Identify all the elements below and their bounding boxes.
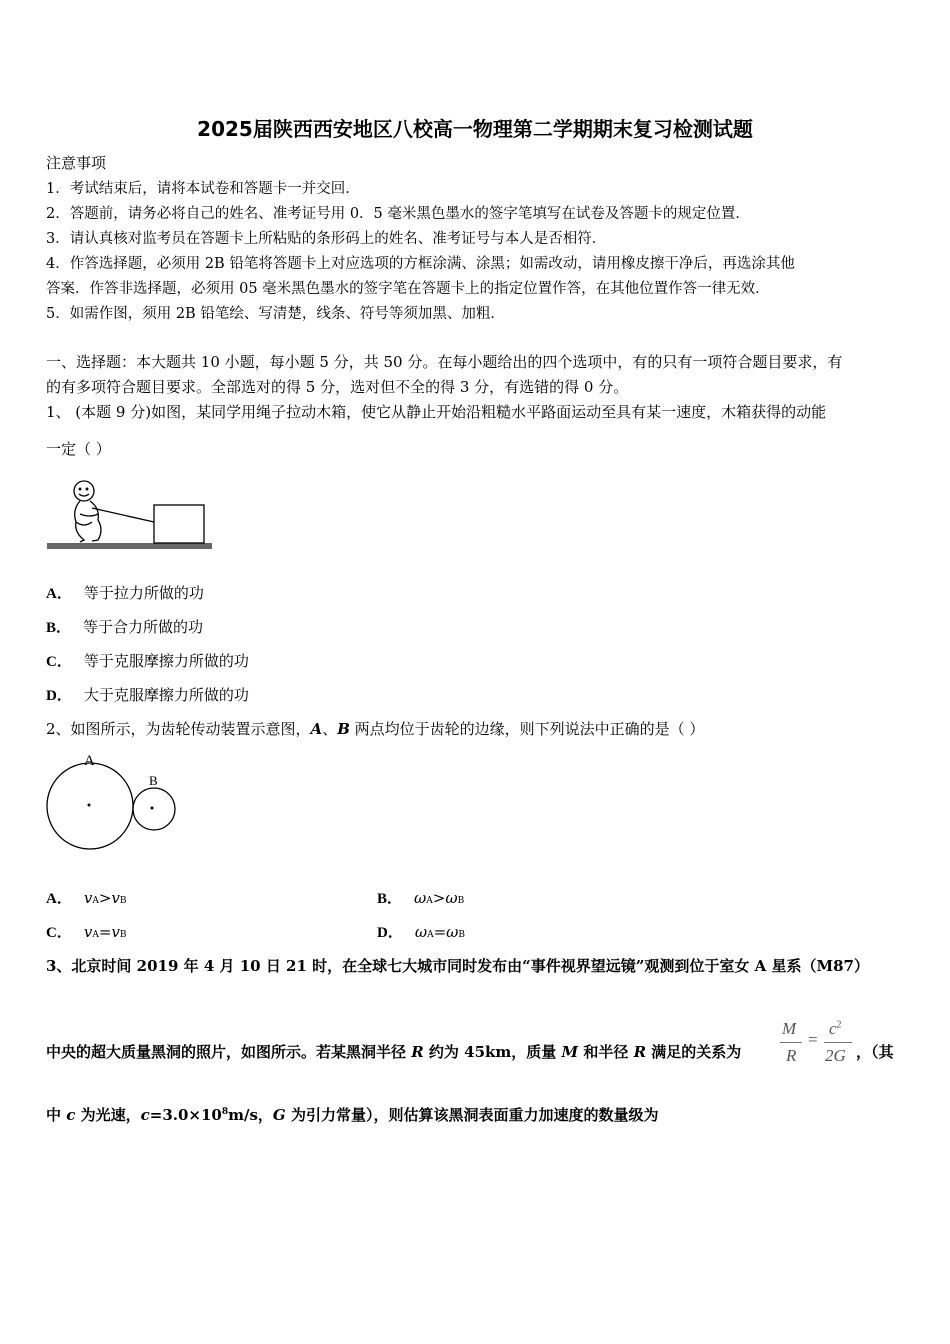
page-title: 2025届陕西西安地区八校高一物理第二学期期末复习检测试题 [197,117,753,141]
formula-denominator-2g: 2G [825,1046,846,1065]
pulling-box-figure [46,474,216,554]
notice-item: 答案．作答非选择题，必须用 05 毫米黑色墨水的签字笔在答题卡上的指定位置作答，在其他位置作答一律无效． [46,281,770,297]
small-gear-center [151,807,154,810]
person-icon [74,481,101,542]
notice-item: 4．作答选择题，必须用 2B 铅笔将答题卡上对应选项的方框涂满、涂黑；如需改动，请用橡皮擦干净后，再选涂其他 [46,256,795,272]
option-d[interactable]: D． ωA=ωB [377,923,466,941]
option-c[interactable]: C． vA=vB [46,923,127,941]
formula-denominator-r: R [786,1046,797,1065]
question-1-stem: 一定（ ） [46,440,111,458]
option-c[interactable]: C． 等于克服摩擦力所做的功 [46,652,249,670]
small-gear [133,788,175,830]
formula-equals: = [808,1030,818,1049]
rope [92,508,154,522]
section-instructions: 的有多项符合题目要求。全部选对的得 5 分，选对但不全的得 3 分，有选错的得 0 分。 [46,378,629,396]
question-2-stem: 2、如图所示，为齿轮传动装置示意图，A、B 两点均位于齿轮的边缘，则下列说法中正确的是（ ） [46,720,705,738]
question-3-stem: 中 c 为光速，$c=3.0\times 10^8m/s$，G 为引力常量），则估算该黑洞表面重力加速度的数量级为 [46,1106,659,1124]
point-a-label: A [84,753,95,769]
notice-item: 1．考试结束后，请将本试卷和答题卡一并交回． [46,181,360,197]
notice-item: 2．答题前，请务必将自己的姓名、准考证号用 0．5 毫米黑色墨水的签字笔填写在试卷及答题卡的规定位置． [46,206,750,222]
notice-item: 5．如需作图，须用 2B 铅笔绘、写清楚，线条、符号等须加黑、加粗． [46,306,505,322]
fraction-bar [824,1042,852,1043]
option-b[interactable]: B． 等于合力所做的功 [46,618,204,636]
large-gear-center [88,804,91,807]
fraction-bar [780,1042,802,1043]
question-3-stem-tail: ，（其 [856,1043,894,1061]
point-b-label: B [149,773,158,788]
notice-item: 3．请认真核对监考员在答题卡上所粘贴的条形码上的姓名、准考证号与本人是否相符． [46,231,607,247]
formula-numerator-c: $c^2$ [829,1019,842,1038]
option-b[interactable]: B． ωA>ωB [377,889,465,907]
ground [47,543,212,549]
question-3-stem: 3、北京时间 2019 年 4 月 10 日 21 时，在全球七大城市同时发布由“事件视界望远镜”观测到位于室女 A 星系（M87） [46,957,869,975]
question-3-stem: 中央的超大质量黑洞的照片，如图所示。若某黑洞半径 R 约为 45km，质量 M 和半径 R 满足的关系为 [46,1043,742,1061]
wooden-box [154,505,204,543]
notice-heading: 注意事项 [46,154,107,172]
option-a[interactable]: A． 等于拉力所做的功 [46,584,204,602]
option-a[interactable]: A． vA>vB [46,889,127,907]
question-1-stem: 1、 (本题 9 分)如图，某同学用绳子拉动木箱，使它从静止开始沿粗糙水平路面运动至具有某一速度，木箱获得的动能 [46,403,827,421]
section-instructions: 一、选择题：本大题共 10 小题，每小题 5 分，共 50 分。在每小题给出的四个选项中，有的只有一项符合题目要求，有 [46,353,843,371]
gear-diagram [46,752,186,862]
option-d[interactable]: D． 大于克服摩擦力所做的功 [46,686,249,704]
formula-numerator-m: M [782,1019,797,1038]
